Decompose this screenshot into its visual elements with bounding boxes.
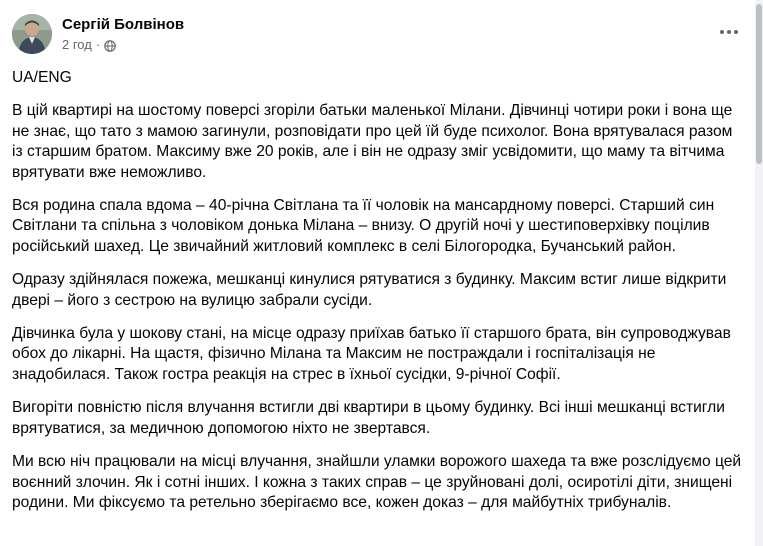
author-block [62,15,184,54]
post-paragraph: Ми всю ніч працювали на місці влучання, знайшли уламки ворожого шахеда та вже розслідуємо цей воєнний злочин. Як і сотні інших. І кожна з таких справ – це зруйновані долі, осиротілі діти, знищені родини. Ми фіксуємо та ретельно зберігаємо все, кожен доказ – для майбутніх трибуналів. [12,453,742,511]
scrollbar-thumb[interactable] [756,4,762,164]
scrollbar-track[interactable] [755,0,763,546]
more-options-button[interactable] [715,20,743,44]
globe-icon[interactable] [104,39,116,51]
more-horizontal-icon [720,30,724,34]
post-paragraph: Вигоріти повністю після влучання встигли дві квартири в цьому будинку. Всі інші мешканці встигли врятуватися, за медичною допомогою ніхто не звертався. [12,399,725,437]
post-paragraph: Одразу здійнялася пожежа, мешканці кинулися рятуватися з будинку. Максим встиг лише відкрити двері – його з сестрою на вулицю забрали сусіди. [12,271,727,309]
user-avatar-icon [12,14,52,54]
post-paragraph: Вся родина спала вдома – 40-річна Світлана та її чоловік на мансардному поверсі. Старший син Світлани та спільна з чоловіком донька Мілана – внизу. О другій ночі у шестиповерхівку поцілив російський шахед. Це звичайний житловий комплекс в селі Білогородка, Бучанський район. [12,197,715,255]
post-header [12,12,184,56]
post-paragraph: UA/ENG [12,69,72,86]
meta-separator: · [95,36,101,52]
post-time[interactable]: 2 год [62,36,92,52]
post-paragraph: В цій квартирі на шостому поверсі згоріли батьки маленької Мілани. Дівчинці чотири роки і вона ще не знає, що тато з мамою загинули, розповідати про цей їй буде психолог. Вона врятувалася разом із старшим братом. Максиму вже 20 років, але і він не одразу зміг усвідомити, що маму та вітчима врятувати вже неможливо. [12,102,733,181]
author-name[interactable]: Сергій Болвінов [62,15,185,33]
author-avatar[interactable] [12,14,52,54]
post-text [12,68,747,526]
post-meta [62,36,184,54]
post-paragraph: Дівчинка була у шокову стані, на місце одразу приїхав батько її старшого брата, він супроводжував обох до лікарні. На щастя, фізично Мілана та Максим не постраждали і госпіталізація не знадобилася. Також гостра реакція на стрес в їхньої сусідки, 9-річної Софії. [12,325,731,383]
